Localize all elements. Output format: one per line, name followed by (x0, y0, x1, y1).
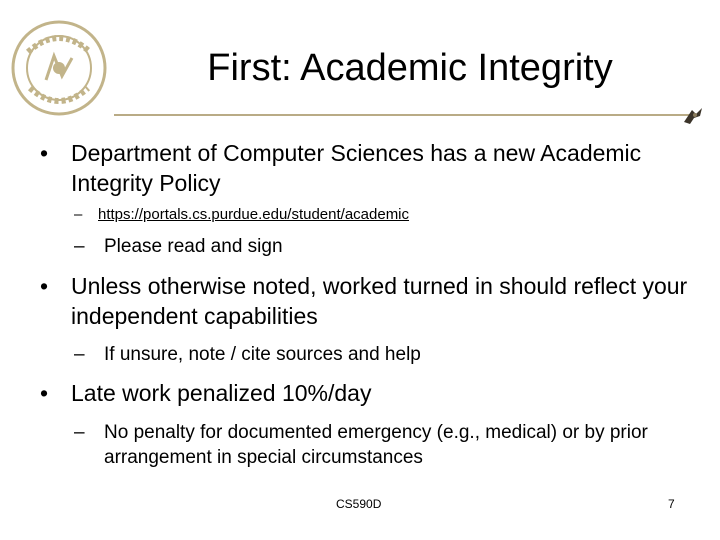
dash-glyph: – (74, 236, 85, 257)
bullet-glyph: • (40, 140, 49, 166)
bullet-item (40, 271, 690, 331)
bullet-glyph: • (40, 380, 49, 406)
dash-glyph: – (74, 344, 85, 365)
sub-bullet-item (74, 420, 674, 470)
sub-bullet-item (74, 234, 694, 259)
bullet-glyph: • (40, 273, 49, 299)
sub-bullet-text: Please read and sign (104, 236, 283, 257)
slide-number: 7 (668, 497, 675, 511)
footer-course: CS590D (336, 497, 382, 511)
sub-bullet-text: If unsure, note / cite sources and help (104, 344, 421, 365)
bullet-text: Unless otherwise noted, worked turned in should reflect your independent capabilities (71, 273, 688, 329)
bullet-item (40, 378, 690, 408)
slide-title: First: Academic Integrity (207, 47, 613, 89)
sub-bullet-item (74, 205, 694, 225)
policy-link[interactable]: https://portals.cs.purdue.edu/student/academic (98, 206, 410, 223)
bullet-text: Department of Computer Sciences has a new Academic Integrity Policy (71, 140, 642, 196)
dash-glyph: – (74, 206, 83, 223)
bullet-text: Late work penalized 10%/day (71, 380, 372, 406)
sub-bullet-item (74, 342, 694, 367)
dash-glyph: – (74, 422, 85, 443)
bullet-item (40, 138, 690, 198)
sub-bullet-text: No penalty for documented emergency (e.g., medical) or by prior arrangement in special circumstances (104, 422, 648, 468)
